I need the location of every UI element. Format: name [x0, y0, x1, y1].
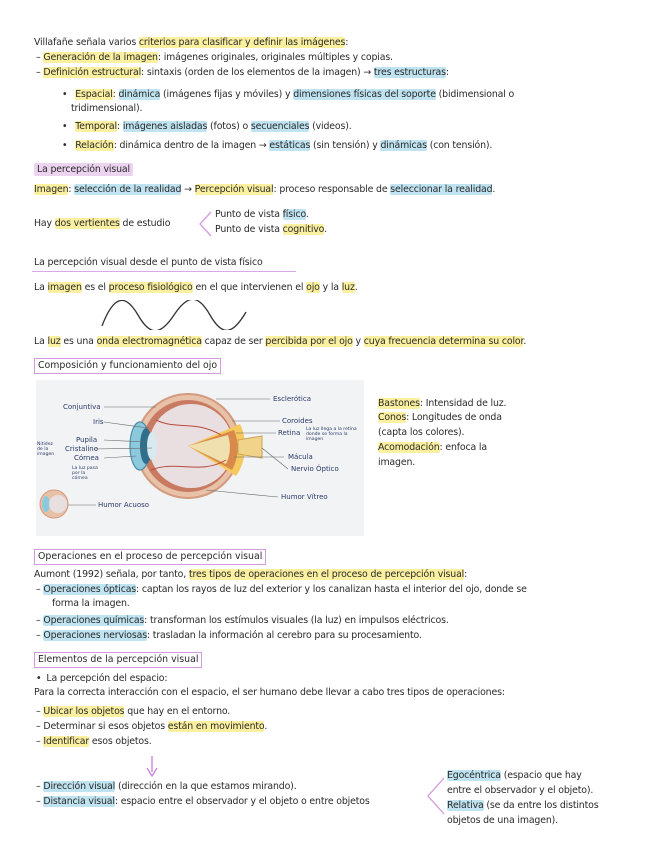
section-title-fisico: La percepción visual desde el punto de vista físico	[34, 257, 263, 268]
highlight: imágenes aisladas	[122, 121, 208, 132]
label-cornea: Córnea	[74, 454, 99, 462]
highlight: Espacial	[75, 89, 113, 100]
arrow-down-icon	[146, 756, 158, 778]
direccion-line: – Dirección visual (dirección en la que estamos mirando).	[36, 781, 297, 792]
egocentrica-line: Egocéntrica (espacio que hay	[447, 770, 582, 781]
temporal-item: • Temporal: imágenes aisladas (fotos) o secuenciales (videos).	[62, 121, 352, 133]
egocentrica-cont: entre el observador y el objeto).	[447, 785, 594, 796]
nerviosas-line: – Operaciones nerviosas: trasladan la información al cerebro para su procesamiento.	[36, 630, 422, 641]
highlight: Generación de la imagen	[43, 52, 158, 63]
ubicar-line: – Ubicar los objetos que hay en el entorno.	[36, 706, 231, 717]
label-iris: Iris	[93, 418, 104, 426]
determinar-line: – Determinar si esos objetos están en movimiento.	[36, 721, 268, 732]
highlight: estáticas	[269, 140, 311, 151]
aumont-line: Aumont (1992) señala, por tanto, tres tipos de operaciones en el proceso de percepción visual:	[34, 569, 468, 580]
note-acomodacion: Acomodación: enfoca la	[378, 442, 487, 453]
highlight: criterios para clasificar y definir las imágenes	[138, 37, 346, 48]
note-retina: La luz llega a la retina donde se forma la imagen	[306, 427, 357, 442]
highlight: tres estructuras	[373, 67, 446, 78]
label-nervio-optico: Nervio Óptico	[291, 465, 339, 473]
imagen-line: Imagen: selección de la realidad → Percepción visual: proceso responsable de seleccionar la realidad.	[34, 184, 496, 195]
generacion-line: – Generación de la imagen: imágenes originales, originales múltiples y copias.	[36, 52, 393, 63]
vista-cognitivo: Punto de vista cognitivo.	[215, 224, 327, 235]
label-esclerotica: Esclerótica	[273, 395, 312, 403]
definicion-line: – Definición estructural: sintaxis (orden de los elementos de la imagen) → tres estructuras:	[36, 67, 449, 78]
intro-line	[34, 37, 348, 49]
note-conos: Conos: Longitudes de onda	[378, 412, 502, 423]
espacial-item: • Espacial: dinámica (imágenes fijas y móviles) y dimensiones físicas del soporte (bidimensional o	[62, 89, 514, 101]
label-retina: Retina	[278, 429, 301, 437]
text: : imágenes originales, originales múltiples y copias.	[157, 52, 393, 63]
label-conjuntiva: Conjuntiva	[63, 403, 101, 411]
relacion-item: • Relación: dinámica dentro de la imagen → estáticas (sin tensión) y dinámicas (con tensión).	[62, 140, 492, 152]
bracket-icon	[197, 210, 213, 238]
identificar-line: – Identificar esos objetos.	[36, 736, 152, 747]
espacial-cont: tridimensional).	[71, 103, 143, 114]
luz-line: La luz es una onda electromagnética capaz de ser percibida por el ojo y cuya frecuencia determina su color.	[34, 336, 527, 347]
text: Villafañe señala varios	[34, 37, 139, 48]
divider	[32, 271, 296, 272]
highlight: secuenciales	[250, 121, 310, 132]
eye-diagram	[36, 380, 364, 536]
note-conos-cont: (capta los colores).	[378, 427, 465, 438]
section-title-ojo: Composición y funcionamiento del ojo	[34, 358, 221, 374]
bracket-icon	[424, 776, 446, 816]
highlight: Temporal	[75, 121, 117, 132]
quimicas-line: – Operaciones químicas: transforman los estímulos visuales (la luz) en impulsos eléctricos.	[36, 615, 449, 626]
highlight: Definición estructural	[43, 67, 142, 78]
text: :	[445, 67, 449, 78]
label-coroides: Coroides	[282, 417, 313, 425]
relativa-cont: objetos de una imagen).	[447, 815, 558, 826]
section-title-percepcion: La percepción visual	[34, 164, 133, 176]
section-title-elementos: Elementos de la percepción visual	[34, 652, 202, 668]
wave-icon	[100, 300, 250, 330]
note-cristalino: Nitidez de la imagen	[37, 442, 55, 457]
opticas-cont: forma la imagen.	[52, 598, 130, 609]
label-humor-acuoso: Humor Acuoso	[98, 501, 150, 509]
vertientes-line: Hay dos vertientes de estudio	[34, 218, 171, 229]
label-humor-vitreo: Humor Vítreo	[281, 493, 328, 501]
distancia-line: – Distancia visual: espacio entre el observador y el objeto o entre objetos	[36, 796, 370, 807]
label-cristalino: Cristalino	[65, 445, 99, 453]
text: : sintaxis (orden de los elementos de la imagen) →	[141, 67, 374, 78]
interaccion-line: Para la correcta interacción con el espacio, el ser humano debe llevar a cabo tres tipos de operaciones:	[34, 687, 505, 698]
note-bastones: Bastones: Intensidad de luz.	[378, 398, 507, 409]
imagen-ojo-line: La imagen es el proceso fisiológico en el que intervienen el ojo y la luz.	[34, 282, 358, 293]
relativa-line: Relativa (se da entre los distintos	[447, 800, 599, 811]
highlight: dinámica	[118, 89, 161, 100]
note-cornea: La luz pasa por la córnea	[72, 466, 98, 481]
highlight: dimensiones físicas del soporte	[293, 89, 436, 100]
label-macula: Mácula	[288, 453, 313, 461]
highlight: Relación	[75, 140, 114, 151]
section-title-operaciones: Operaciones en el proceso de percepción visual	[34, 549, 266, 565]
espacio-line: • La percepción del espacio:	[36, 673, 167, 685]
label-pupila: Pupila	[76, 436, 98, 444]
text: :	[345, 37, 349, 48]
highlight: dinámicas	[380, 140, 427, 151]
note-acomodacion-cont: imagen.	[378, 457, 416, 468]
vista-fisico: Punto de vista físico.	[215, 209, 309, 220]
opticas-line: – Operaciones ópticas: captan los rayos de luz del exterior y los canalizan hasta el interior del ojo, donde se	[36, 584, 527, 595]
